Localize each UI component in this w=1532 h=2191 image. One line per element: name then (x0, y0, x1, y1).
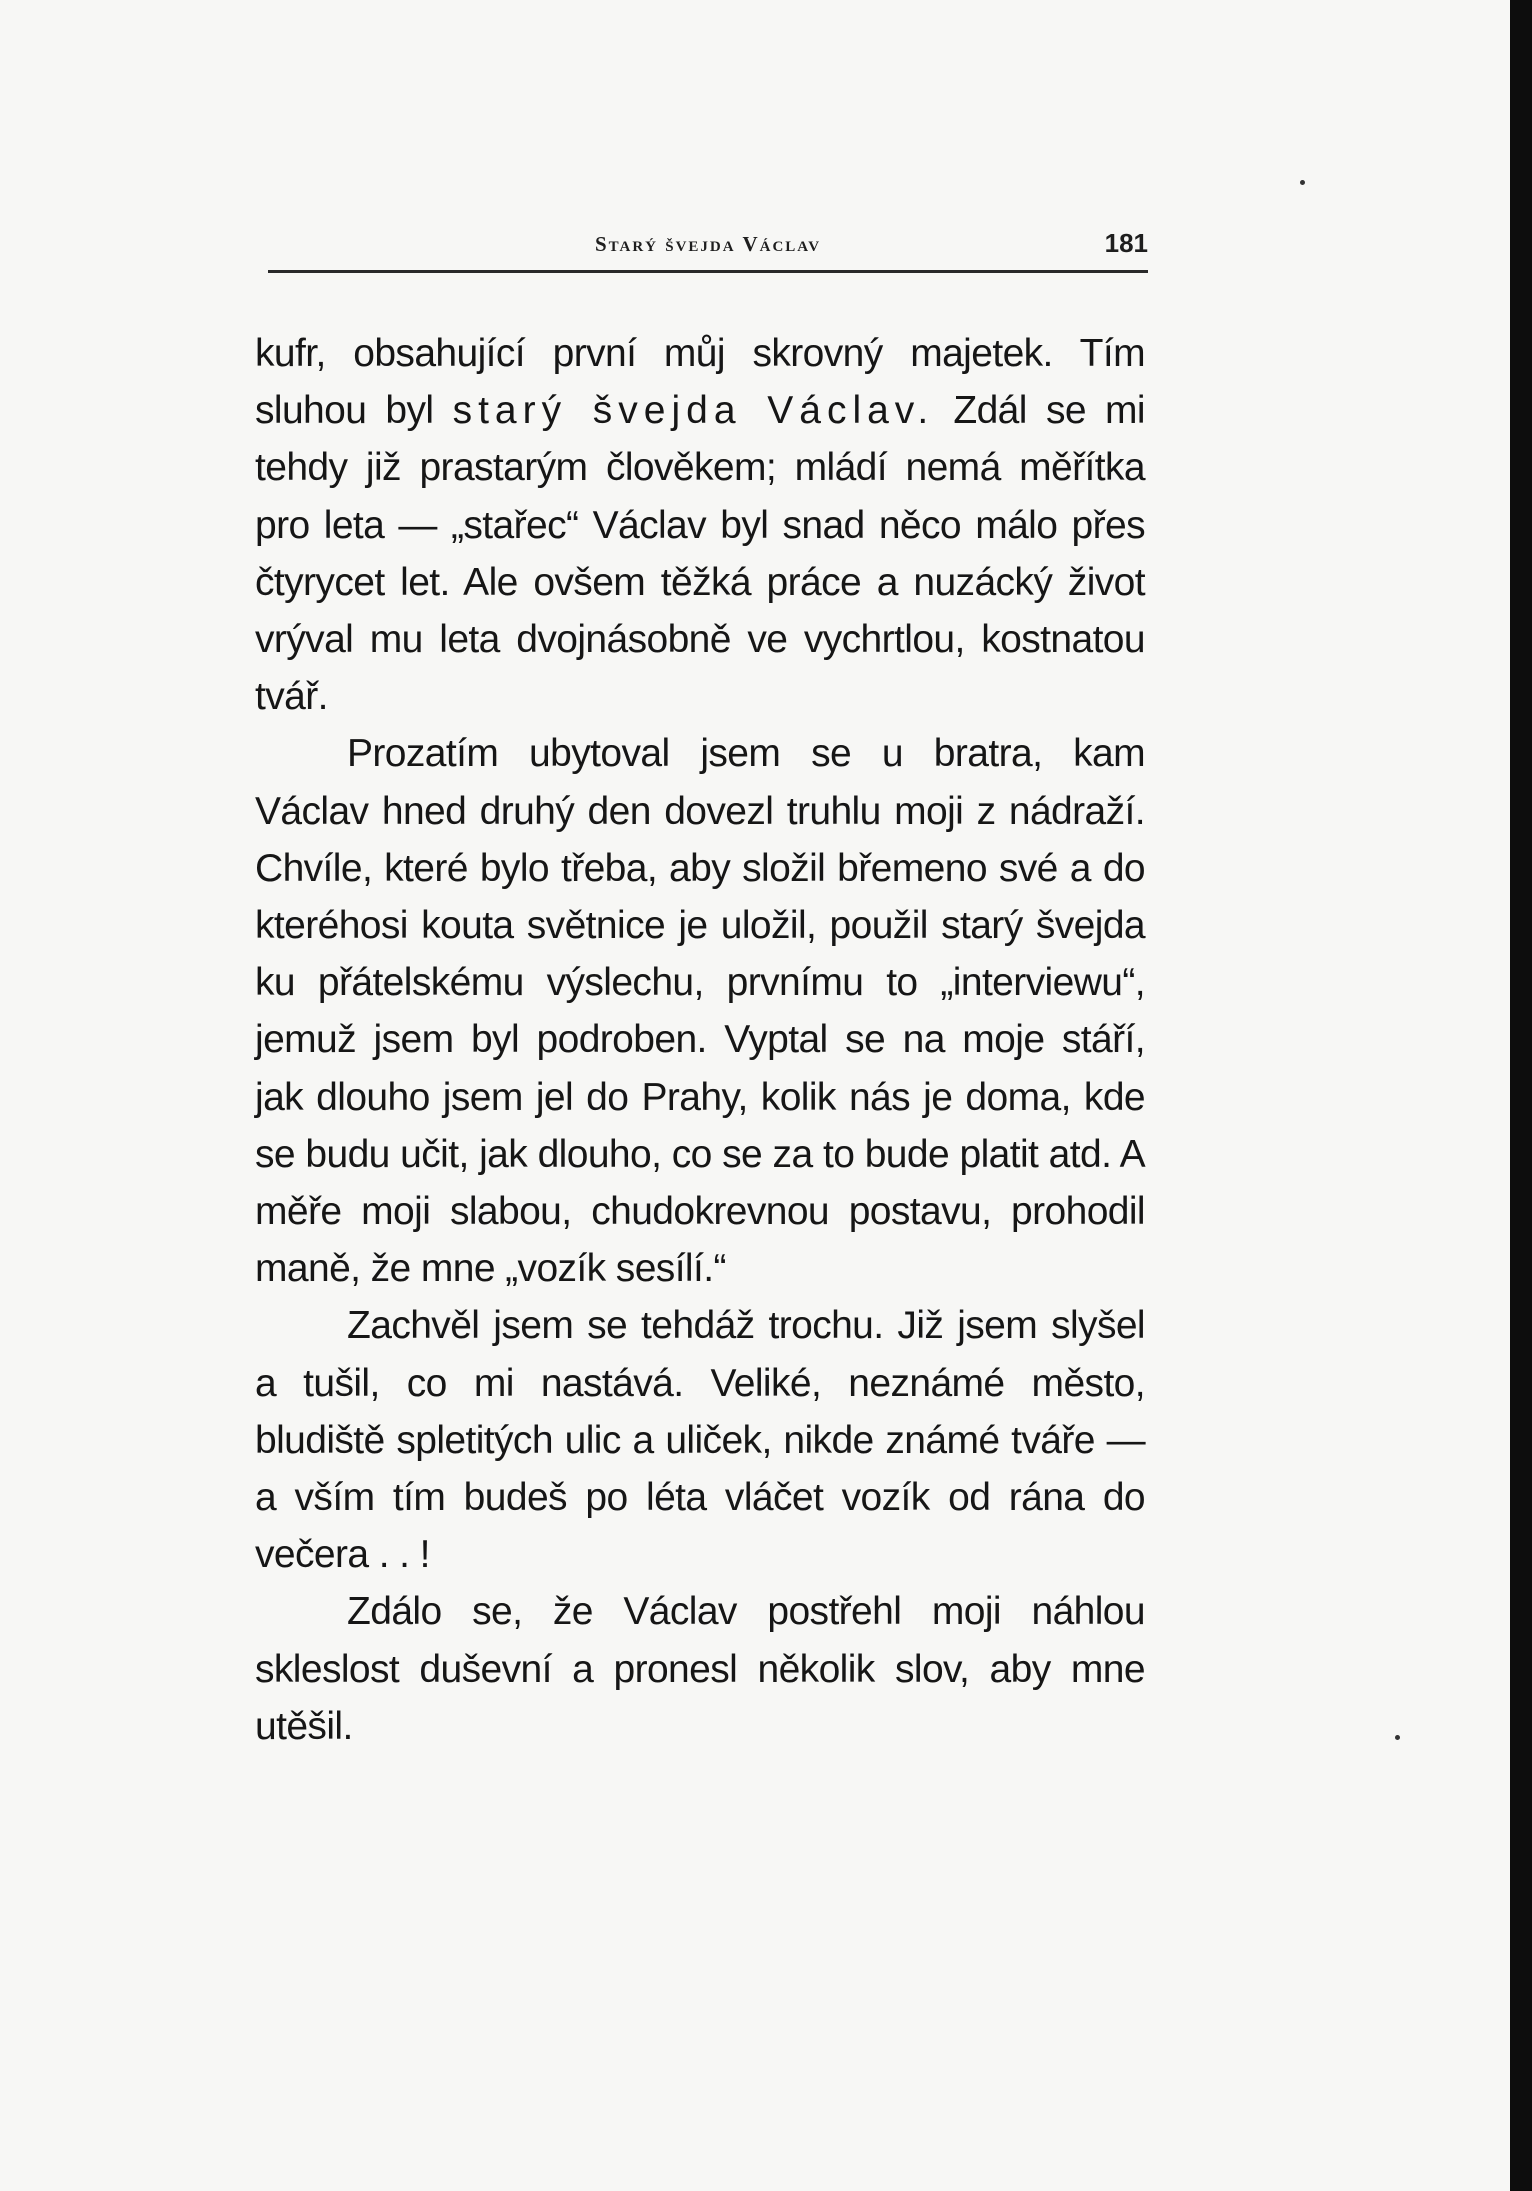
page-number: 181 (1104, 228, 1148, 258)
paragraph-4: Zdálo se, že Václav postřehl moji náhlou skleslost duševní a pronesl několik slov, aby mne utěšil. (255, 1590, 1145, 1748)
scan-edge (1510, 0, 1532, 2191)
paragraph-3: Zachvěl jsem se tehdáž trochu. Již jsem slyšel a tušil, co mi nastává. Veliké, neznámé město, bludiště spletitých ulic a uliček, nikde známé tváře — a vším tím budeš po léta vláčet vozík od rána do večera . . ! (255, 1304, 1145, 1577)
paragraph-1-start: kufr, obsahující první můj skrovný majetek. Tím sluhou byl (255, 332, 1145, 433)
running-title: Starý švejda Václav (594, 232, 822, 256)
scan-speck (1395, 1735, 1400, 1740)
body-text (255, 325, 1145, 1755)
paragraph-1-end: Zdál se mi tehdy již prastarým člověkem; mládí nemá měřítka pro leta — „stařec“ Václav byl snad něco málo přes čtyrycet let. Ale ovšem těžká práce a nuzácký život vrýval mu leta dvojnásobně ve vychrtlou, kostnatou tvář. (255, 389, 1145, 719)
page-header (268, 228, 1148, 266)
paragraph-1 (255, 325, 1145, 725)
paragraph-2: Prozatím ubytoval jsem se u bratra, kam Václav hned druhý den dovezl truhlu moji z nádraží. Chvíle, které bylo třeba, aby složil břemeno své a do kteréhosi kouta světnice je uložil, použil starý švejda ku přátelskému výslechu, prvnímu to „interviewu“, jemuž jsem byl podroben. Vyptal se na moje stáří, jak dlouho jsem jel do Prahy, kolik nás je doma, kde se budu učit, jak dlouho, co se za to bude platit atd. A měře moji slabou, chudokrevnou postavu, prohodil maně, že mne „vozík sesílí.“ (255, 732, 1145, 1291)
paragraph-1-spaced-name: starý švejda Václav. (452, 389, 935, 433)
header-rule (268, 270, 1148, 273)
scan-speck (1300, 180, 1305, 185)
